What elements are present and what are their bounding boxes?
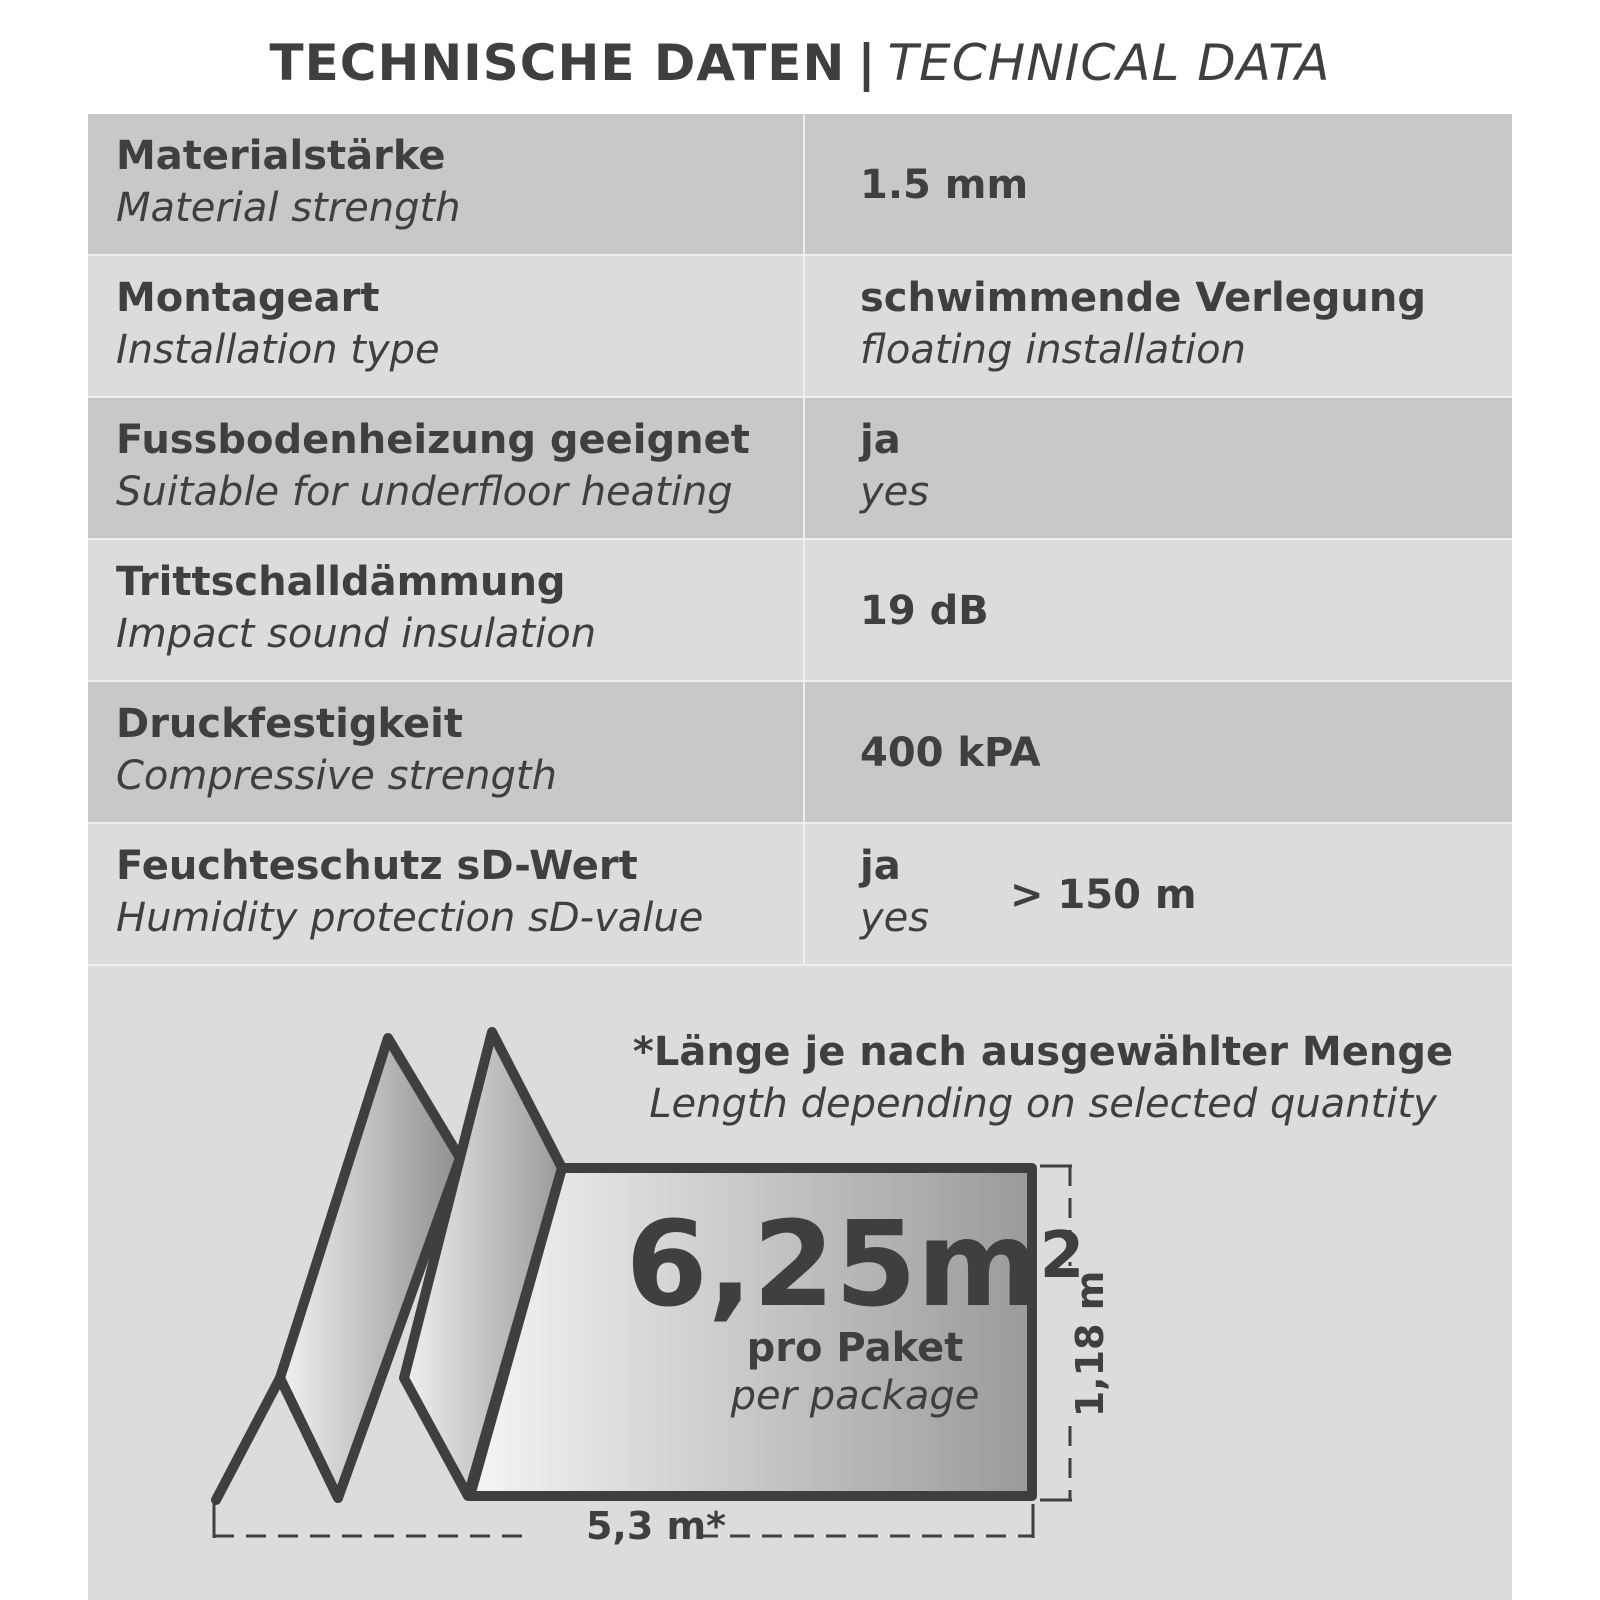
note-german: *Länge je nach ausgewählter Menge — [632, 1029, 1454, 1075]
column-divider — [803, 398, 805, 538]
table-row-compressive-strength — [88, 682, 1512, 824]
column-divider — [803, 114, 805, 254]
area-number: 6,25m — [625, 1195, 1040, 1333]
table-row-impact-sound — [88, 540, 1512, 682]
per-package-english: per package — [730, 1373, 980, 1419]
label-english: Suitable for underfloor heating — [116, 469, 733, 515]
value-english: yes — [860, 895, 930, 941]
table-row-underfloor-heating — [88, 398, 1512, 540]
value-german: ja — [860, 417, 901, 463]
page-title — [0, 28, 1600, 98]
table-row-humidity-protection — [88, 824, 1512, 966]
technical-data-table — [88, 114, 1512, 966]
value-german: ja — [860, 843, 901, 889]
row-value — [860, 272, 1500, 376]
label-english: Compressive strength — [116, 753, 557, 799]
area-superscript: 2 — [1039, 1219, 1085, 1293]
note-english: Length depending on selected quantity — [649, 1081, 1437, 1127]
title-english: TECHNICAL DATA — [887, 34, 1331, 92]
label-english: Installation type — [116, 327, 440, 373]
label-german: Materialstärke — [116, 133, 446, 179]
title-separator: | — [857, 34, 876, 92]
label-german: Feuchteschutz sD-Wert — [116, 843, 638, 889]
value-english: yes — [860, 469, 930, 515]
column-divider — [803, 256, 805, 396]
row-value: 19 dB — [860, 588, 989, 634]
length-note — [608, 1026, 1478, 1130]
area-value — [570, 1195, 1140, 1333]
column-divider — [803, 540, 805, 680]
row-label — [116, 130, 796, 234]
row-label — [116, 840, 796, 944]
table-row-material-strength — [88, 114, 1512, 256]
value-german: schwimmende Verlegung — [860, 275, 1426, 321]
row-label — [116, 414, 796, 518]
label-german: Druckfestigkeit — [116, 701, 464, 747]
row-label — [116, 698, 796, 802]
row-value: 400 kPA — [860, 730, 1041, 776]
label-english: Humidity protection sD-value — [116, 895, 704, 941]
row-value — [860, 414, 1500, 518]
row-label — [116, 272, 796, 376]
label-english: Impact sound insulation — [116, 611, 597, 657]
per-package-german: pro Paket — [746, 1325, 964, 1371]
table-row-installation-type — [88, 256, 1512, 398]
column-divider — [803, 824, 805, 964]
label-german: Trittschalldämmung — [116, 559, 566, 605]
label-german: Fussbodenheizung geeignet — [116, 417, 750, 463]
sd-value: > 150 m — [1010, 872, 1197, 918]
package-area — [570, 1195, 1140, 1420]
column-divider — [803, 682, 805, 822]
row-value: 1.5 mm — [860, 162, 1029, 208]
width-label: 5,3 m* — [585, 1504, 726, 1548]
label-german: Montageart — [116, 275, 380, 321]
package-panel — [88, 966, 1512, 1600]
value-english: floating installation — [860, 327, 1246, 373]
row-label — [116, 556, 796, 660]
height-label: 1,18 m — [1068, 1270, 1112, 1418]
label-english: Material strength — [116, 185, 461, 231]
title-german: TECHNISCHE DATEN — [269, 34, 846, 92]
